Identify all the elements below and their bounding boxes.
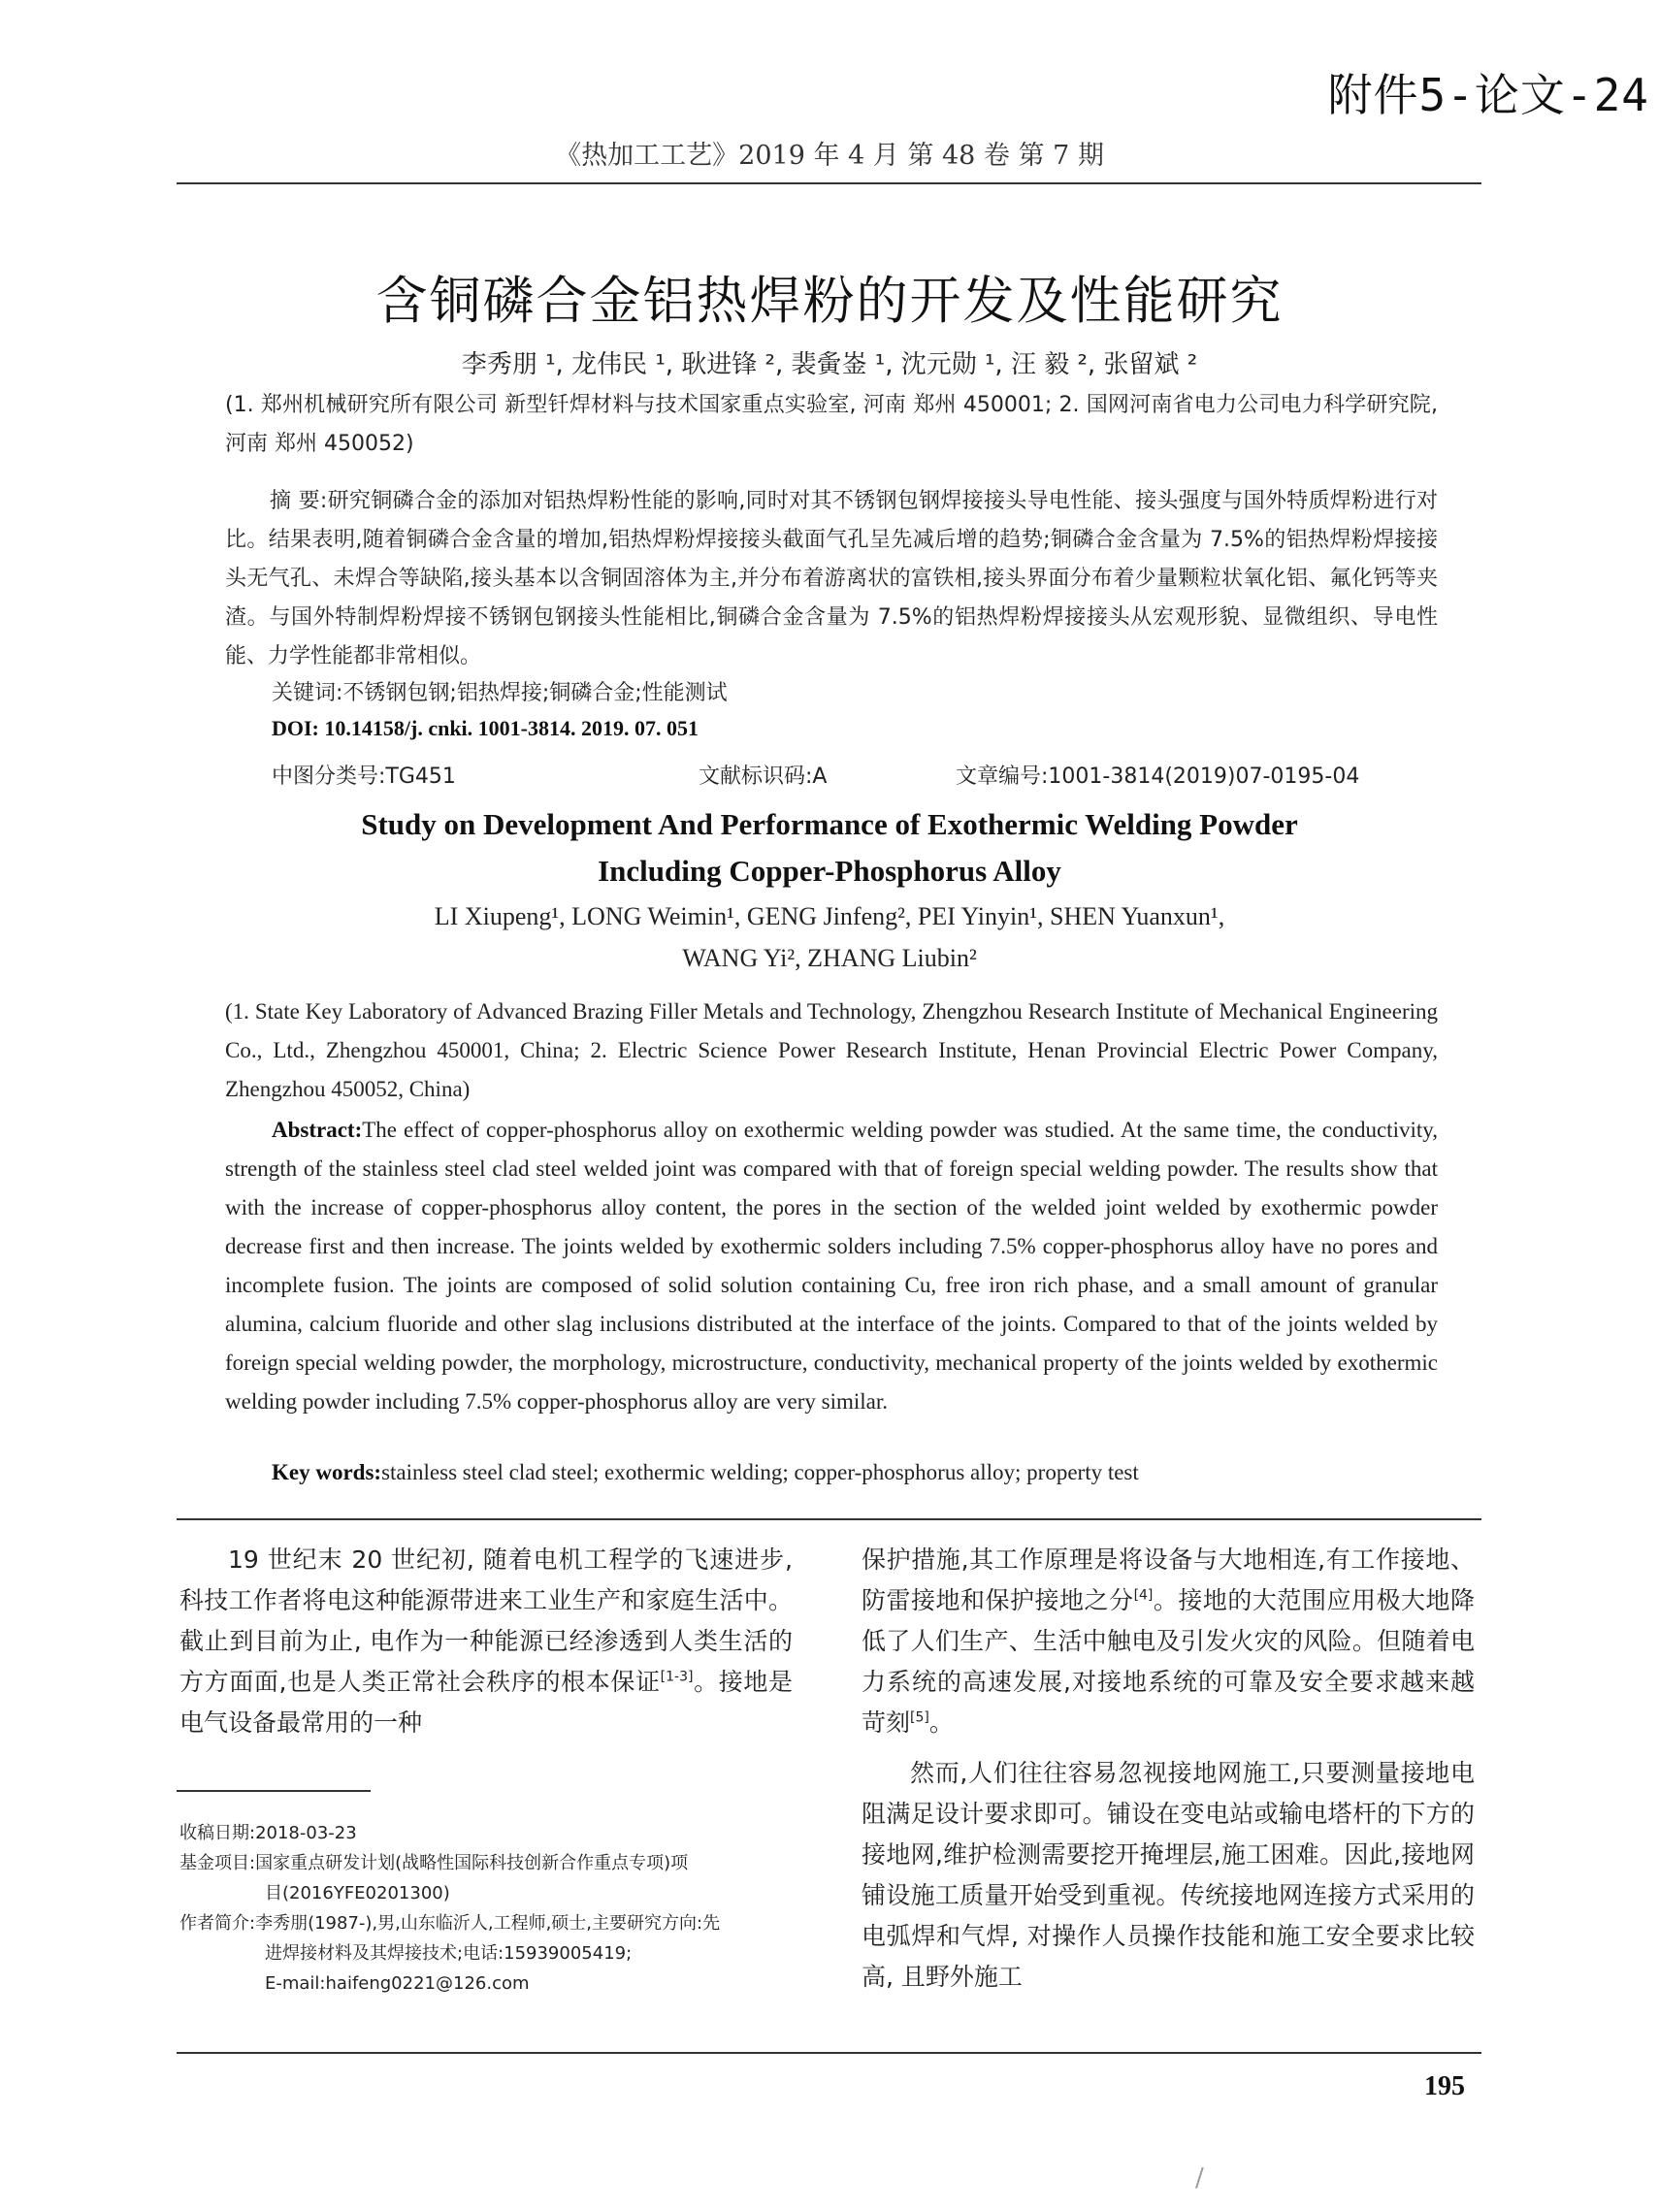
- keywords-english-label: Key words:: [272, 1460, 382, 1484]
- body-text: 。接地的大范围应用极大地降低了人们生产、生活中触电及引发火灾的风险。但随着电力系统的高速发展,对接地系统的可靠及安全要求越来越苛刻: [862, 1586, 1475, 1737]
- citation-ref: [4]: [1133, 1587, 1154, 1604]
- authors-chinese: 李秀朋 ¹, 龙伟民 ¹, 耿进锋 ², 裴夤崟 ¹, 沈元勋 ¹, 汪 毅 ², 张留斌 ²: [461, 350, 1198, 379]
- citation-ref: [5]: [910, 1709, 929, 1726]
- fund-line-1: [179, 1848, 810, 1878]
- fund-text: 国家重点研发计划(战略性国际科技创新合作重点专项)项: [255, 1853, 689, 1873]
- fund-line-2: 目(2016YFE0201300): [265, 1883, 450, 1903]
- keywords-chinese-label: 关键词:: [272, 681, 343, 705]
- body-text: 。: [928, 1708, 954, 1737]
- author-line-2: 进焊接材料及其焊接技术;电话:15939005419;: [265, 1943, 633, 1964]
- title-chinese: 含铜磷合金铝热焊粉的开发及性能研究: [375, 272, 1284, 331]
- doi-link[interactable]: DOI: 10.14158/j. cnki. 1001-3814. 2019. 07. 051: [272, 716, 699, 740]
- author-label: 作者简介:: [179, 1913, 256, 1934]
- citation-ref: [1-3]: [660, 1669, 694, 1685]
- document-code: 文献标识码:A: [699, 764, 828, 789]
- body-paragraph: [862, 1540, 1475, 1743]
- body-text: 19 世纪末 20 世纪初, 随着电机工程学的飞速进步, 科技工作者将电这种能源带进来工业生产和家庭生活中。截止到目前为止, 电作为一种能源已经渗透到人类生活的方方面面,也是人类正常社会秩序的根本保证: [179, 1545, 793, 1696]
- abstract-english-text: The effect of copper-phosphorus alloy on exothermic welding powder was studied. At the same time, the conductivity, strength of the stainless steel clad steel welded joint was compared with that of foreign special welding powder. The results show that with the increase of copper-phosphorus alloy content, the pores in the section of the welded joint welded by exothermic powder decrease first and then increase. The joints welded by exothermic solders including 7.5% copper-phosphorus alloy have no pores and incomplete fusion. The joints are composed of solid solution containing Cu, free iron rich phase, and a small amount of granular alumina, calcium fluoride and other slag inclusions distributed at the interface of the joints. Compared to that of the joints welded by foreign special welding powder, the morphology, microstructure, conductivity, mechanical property of the joints welded by exothermic welding powder including 7.5% copper-phosphorus alloy are very similar.: [225, 1118, 1438, 1414]
- annex-label: 附件5-论文-24: [1327, 69, 1649, 121]
- received-date: 收稿日期:2018-03-23: [179, 1823, 357, 1843]
- body-left-column: [179, 1540, 793, 1753]
- body-paragraph: 然而,人们往往容易忽视接地网施工,只要测量接地电阻满足设计要求即可。铺设在变电站或输电塔杆的下方的接地网,维护检测需要挖开掩埋层,施工困难。因此,接地网铺设施工质量开始受到重视。传统接地网连接方式采用的电弧焊和气焊, 对操作人员操作技能和施工安全要求比较高, 且野外施工: [862, 1759, 1475, 1991]
- abstract-chinese-label: 摘 要:: [270, 489, 328, 513]
- title-english-line2: Including Copper-Phosphorus Alloy: [598, 854, 1061, 888]
- footer-rule: [177, 2052, 1481, 2054]
- footnotes: [179, 1818, 810, 1999]
- clc-number: 中图分类号:TG451: [272, 764, 456, 789]
- affiliation-chinese: (1. 郑州机械研究所有限公司 新型钎焊材料与技术国家重点实验室, 河南 郑州 450001; 2. 国网河南省电力公司电力科学研究院, 河南 郑州 450052): [225, 393, 1438, 456]
- abstract-chinese-text: 研究铜磷合金的添加对铝热焊粉性能的影响,同时对其不锈钢包钢焊接接头导电性能、接头强度与国外特质焊粉进行对比。结果表明,随着铜磷合金含量的增加,铝热焊粉焊接接头截面气孔呈先减后增的趋势;铜磷合金含量为 7.5%的铝热焊粉焊接接头无气孔、未焊合等缺陷,接头基本以含铜固溶体为主,并分布着游离状的富铁相,接头界面分布着少量颗粒状氧化铝、氟化钙等夹渣。与国外特制焊粉焊接不锈钢包钢接头性能相比,铜磷合金含量为 7.5%的铝热焊粉焊接接头从宏观形貌、显微组织、导电性能、力学性能都非常相似。: [225, 489, 1438, 668]
- keywords-chinese-text: 不锈钢包钢;铝热焊接;铜磷合金;性能测试: [342, 681, 728, 705]
- header-rule: [177, 182, 1481, 184]
- body-right-column: [862, 1540, 1475, 2007]
- author-email[interactable]: E-mail:haifeng0221@126.com: [265, 1973, 530, 1994]
- affiliation-english: (1. State Key Laboratory of Advanced Brazing Filler Metals and Technology, Zhengzhou Research Institute of Mechanical Engineering Co., Ltd., Zhengzhou 450001, China; 2. Electric Science Power Research Institute, Henan Provincial Electric Power Company, Zhengzhou 450052, China): [225, 999, 1438, 1101]
- journal-header: 《热加工工艺》2019 年 4 月 第 48 卷 第 7 期: [555, 141, 1104, 171]
- authors-english-line2: WANG Yi², ZHANG Liubin²: [682, 944, 977, 972]
- footnote-rule: [177, 1790, 371, 1792]
- keywords-english: [272, 1460, 1139, 1485]
- author-text: 李秀朋(1987-),男,山东临沂人,工程师,硕士,主要研究方向:先: [255, 1913, 721, 1934]
- fund-label: 基金项目:: [179, 1853, 256, 1873]
- keywords-chinese: [272, 676, 728, 706]
- abstract-english-label: Abstract:: [272, 1118, 363, 1142]
- body-text: 。接地是电气设备最常用的一种: [179, 1668, 793, 1737]
- page-mark: /: [1195, 2163, 1204, 2193]
- section-rule: [177, 1518, 1481, 1520]
- abstract-chinese: [225, 482, 1438, 676]
- page-number: 195: [1424, 2071, 1465, 2101]
- title-english-line1: Study on Development And Performance of Exothermic Welding Powder: [361, 807, 1298, 841]
- body-paragraph: [179, 1540, 793, 1743]
- author-line-1: [179, 1908, 810, 1938]
- keywords-english-text: stainless steel clad steel; exothermic welding; copper-phosphorus alloy; property test: [381, 1460, 1139, 1484]
- authors-english-line1: LI Xiupeng¹, LONG Weimin¹, GENG Jinfeng², PEI Yinyin¹, SHEN Yuanxun¹,: [434, 902, 1225, 930]
- abstract-english: [225, 1111, 1438, 1421]
- article-number: 文章编号:1001-3814(2019)07-0195-04: [956, 764, 1360, 789]
- body-text: 保护措施,其工作原理是将设备与大地相连,有工作接地、防雷接地和保护接地之分: [862, 1545, 1475, 1614]
